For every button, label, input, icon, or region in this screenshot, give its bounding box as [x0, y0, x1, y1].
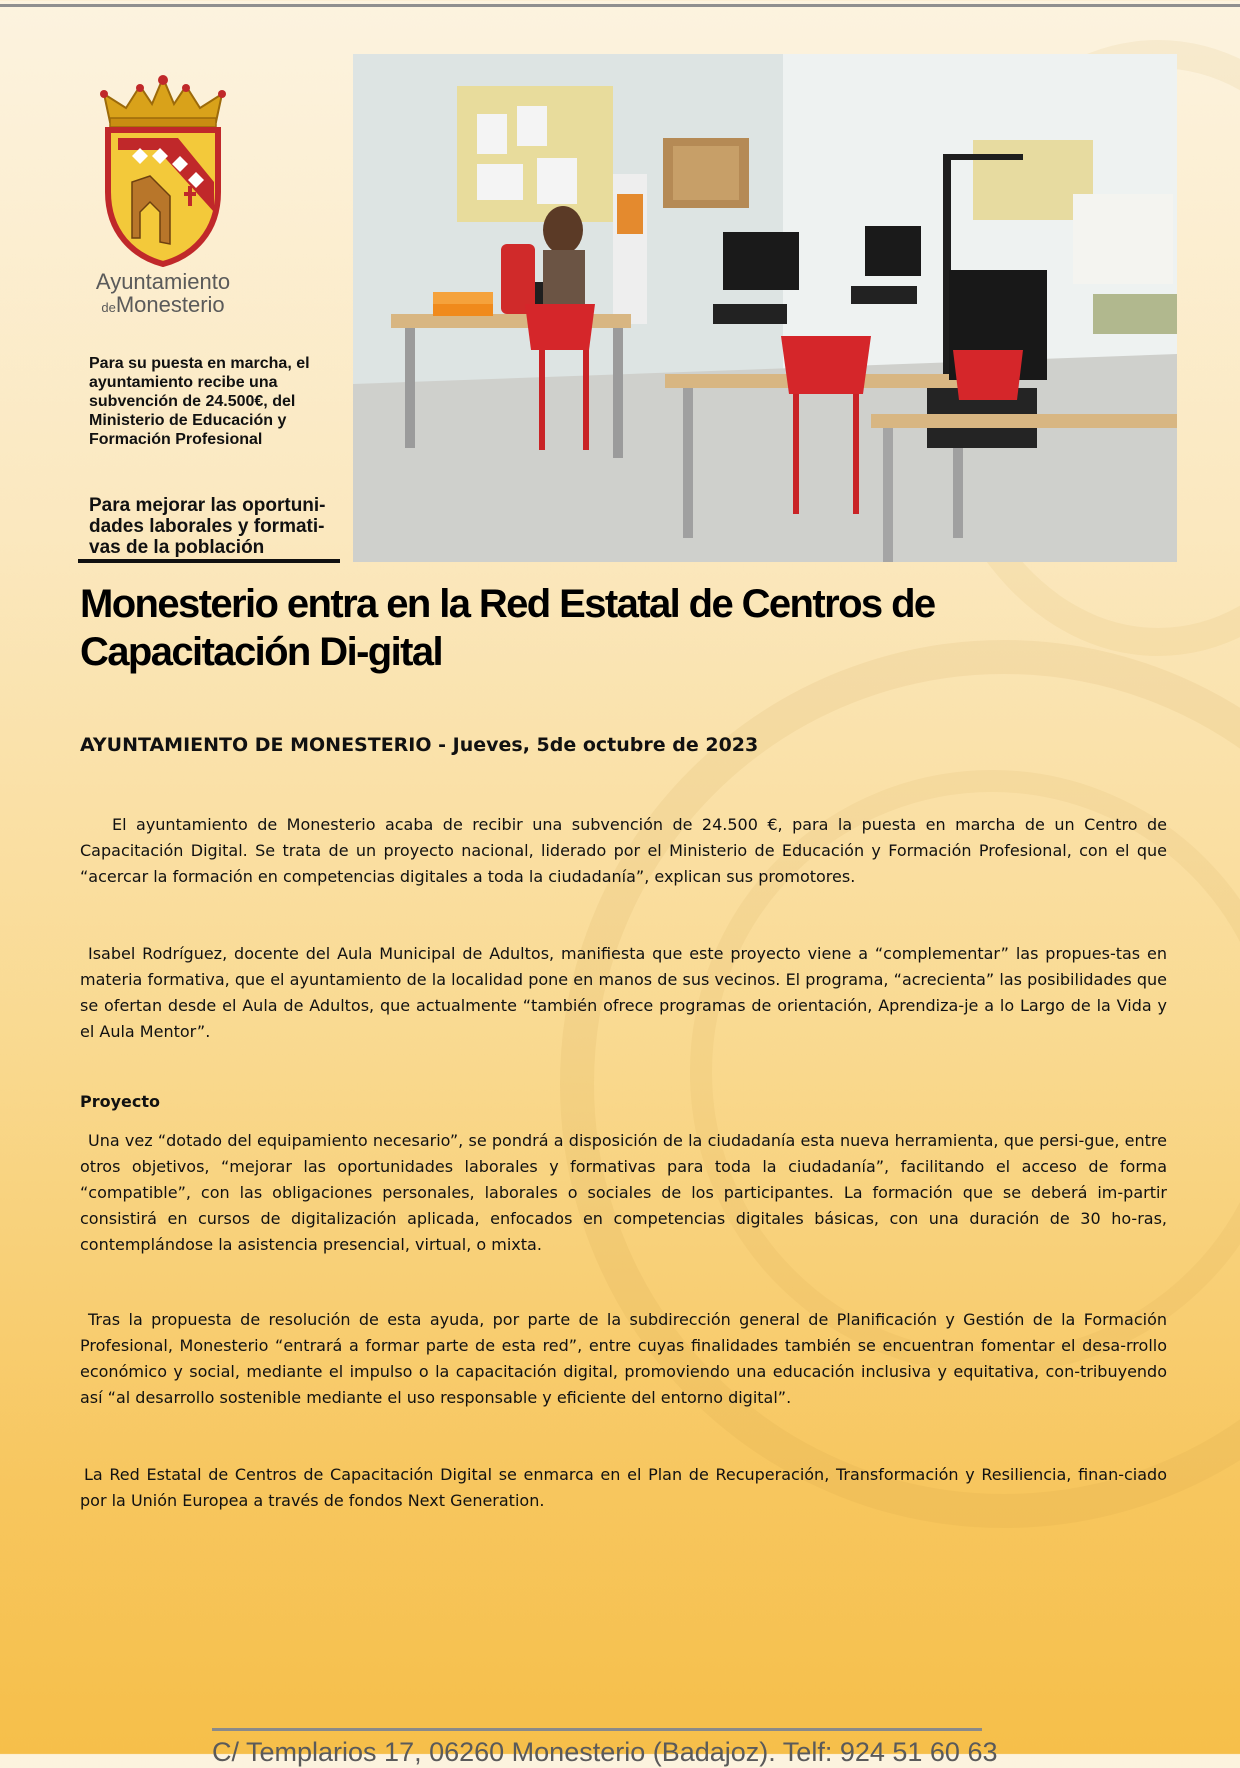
logo-line-1: Ayuntamiento	[95, 269, 231, 294]
pull-quote-rule	[78, 559, 340, 563]
footer-address: C/ Templarios 17, 06260 Monesterio (Badajoz). Telf: 924 51 60 63	[212, 1737, 998, 1767]
logo-prefix: de	[101, 300, 116, 315]
logo-line-2	[88, 293, 238, 319]
paragraph-3: Una vez “dotado del equipamiento necesario”, se pondrá a disposición de la ciudadanía esta nueva herramienta, que persi-gue, entre otros objetivos, “mejorar las oportunidades laborales y formativas para toda la ciudadanía”, facilitando el acceso de forma “compatible”, con las obligaciones personales, laborales o sociales de los participantes. La formación que se deberá im-partir consistirá en cursos de digitalización aplicada, enfocados en competencias digitales básicas, con una duración de 30 ho-ras, contemplándose la asistencia presencial, virtual, o mixta.	[80, 1131, 1167, 1254]
paragraph-5: La Red Estatal de Centros de Capacitación Digital se enmarca en el Plan de Recuperación, Transformación y Resiliencia, finan-ciado por la Unión Europea a través de fondos Next Generation.	[80, 1465, 1167, 1510]
byline: AYUNTAMIENTO DE MONESTERIO - Jueves, 5de octubre de 2023	[80, 734, 759, 756]
classroom-photo	[353, 54, 1177, 562]
subheadline: Para su puesta en marcha, el ayuntamiento recibe una subvención de 24.500€, del Ministerio de Educación y Formación Profesional	[89, 355, 310, 448]
classroom-illustration	[353, 54, 1177, 562]
top-border	[0, 4, 1240, 7]
footer-rule	[212, 1728, 982, 1731]
municipal-logo	[88, 72, 238, 322]
paragraph-4: Tras la propuesta de resolución de esta ayuda, por parte de la subdirección general de Planificación y Gestión de la Formación Profesional, Monesterio “entrará a formar parte de esta red”, entre cuyas finalidades también se encuentran fomentar el desa-rrollo económico y social, mediante el impulso o la capacitación digital, promoviendo una educación inclusiva y equitativa, con-tribuyendo así “al desarrollo sostenible mediante el uso responsable y eficiente del entorno digital”.	[80, 1310, 1167, 1407]
logo-town: Monesterio	[115, 292, 225, 317]
section-heading: Proyecto	[80, 1092, 161, 1111]
paragraph-1: El ayuntamiento de Monesterio acaba de recibir una subvención de 24.500 €, para la puesta en marcha de un Centro de Capacitación Digital. Se trata de un proyecto nacional, liderado por el Ministerio de Educación y Formación Profesional, con el que “acercar la formación en competencias digitales a toda la ciudadanía”, explican sus promotores.	[80, 815, 1167, 886]
logo-wordmark	[88, 270, 238, 319]
pull-quote: Para mejorar las oportuni-dades laborales y formati-vas de la población	[89, 495, 326, 558]
coat-of-arms-icon	[88, 72, 238, 267]
article-headline: Monesterio entra en la Red Estatal de Centros de Capacitación Di-gital	[80, 582, 935, 674]
paragraph-2: Isabel Rodríguez, docente del Aula Municipal de Adultos, manifiesta que este proyecto viene a “complementar” las propues-tas en materia formativa, que el ayuntamiento de la localidad pone en manos de sus vecinos. El programa, “acrecienta” las posibilidades que se ofertan desde el Aula de Adultos, que actualmente “también ofrece programas de orientación, Aprendiza-je a lo Largo de la Vida y el Aula Mentor”.	[80, 944, 1167, 1041]
